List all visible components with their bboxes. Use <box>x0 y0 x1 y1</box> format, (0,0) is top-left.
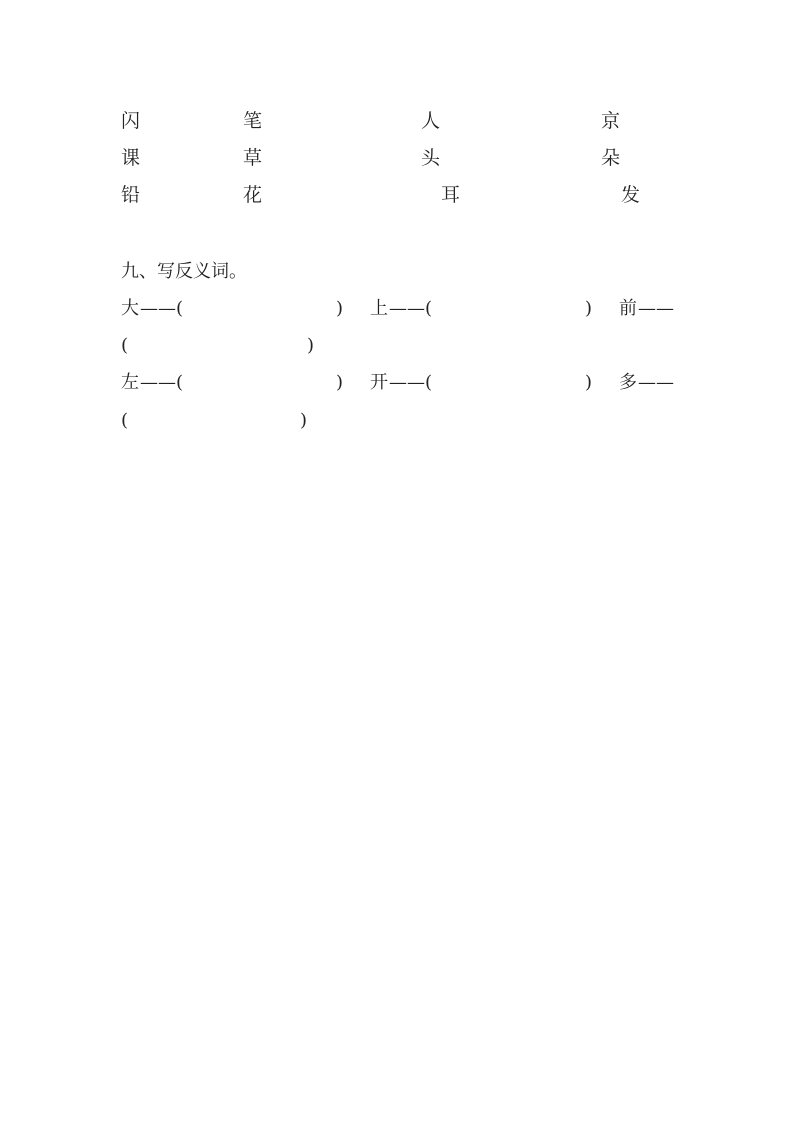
antonym-word: 大 <box>121 298 139 319</box>
grid-char: 课 <box>121 147 141 169</box>
grid-char: 花 <box>243 184 263 206</box>
antonym-separator: ——( <box>389 372 433 393</box>
antonym-word: 上 <box>370 298 388 319</box>
antonym-close-paren: ) <box>300 410 308 431</box>
grid-char: 闪 <box>121 110 141 132</box>
antonym-open-paren: ( <box>121 410 129 431</box>
grid-char: 耳 <box>441 184 461 206</box>
antonym-separator: ——( <box>140 298 184 319</box>
antonym-close-paren: ) <box>336 298 344 319</box>
antonym-close-paren: ) <box>336 372 344 393</box>
grid-char: 京 <box>601 110 621 132</box>
antonym-separator: —— <box>638 298 674 319</box>
grid-char: 铅 <box>121 184 141 206</box>
section-title: 九、写反义词。 <box>121 261 247 282</box>
antonym-word: 多 <box>619 372 637 393</box>
antonym-word: 开 <box>370 372 388 393</box>
grid-char: 人 <box>421 110 441 132</box>
grid-char: 朵 <box>601 147 621 169</box>
antonym-separator: —— <box>638 372 674 393</box>
antonym-close-paren: ) <box>585 372 593 393</box>
grid-char: 头 <box>421 147 441 169</box>
antonym-open-paren: ( <box>121 335 129 356</box>
antonym-word: 前 <box>619 298 637 319</box>
antonym-word: 左 <box>121 372 139 393</box>
antonym-close-paren: ) <box>585 298 593 319</box>
antonym-close-paren: ) <box>307 335 315 356</box>
grid-char: 草 <box>243 147 263 169</box>
antonym-separator: ——( <box>140 372 184 393</box>
grid-char: 笔 <box>243 110 263 132</box>
grid-char: 发 <box>621 184 641 206</box>
antonym-separator: ——( <box>389 298 433 319</box>
